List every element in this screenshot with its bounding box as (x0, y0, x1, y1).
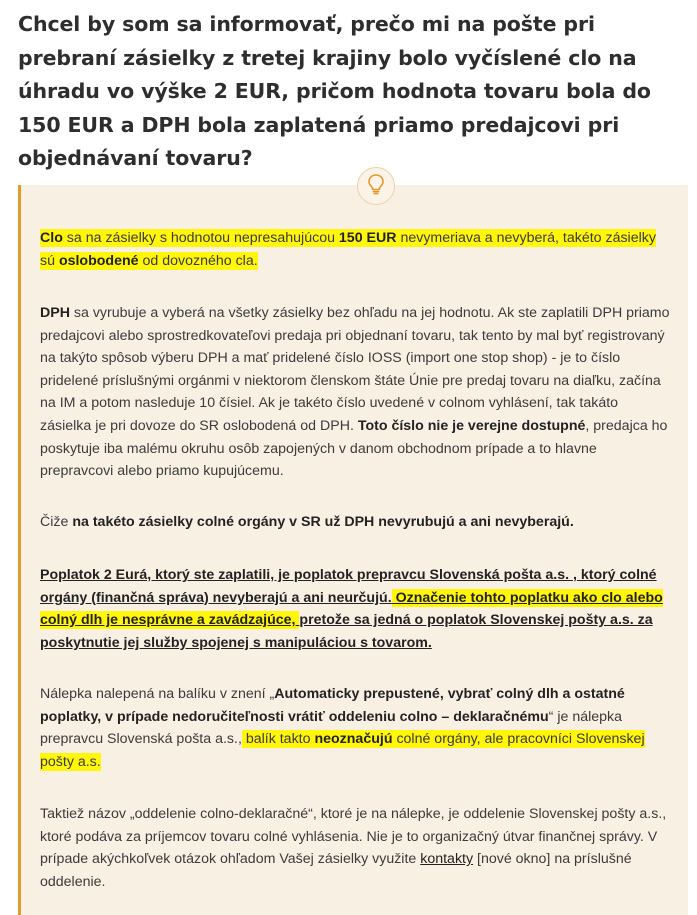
fee-reason: pretože sa jedná o poplatok Slovenskej pošty a.s. za poskytnutie jej služby spojenej s manipuláciou s tovarom. (40, 612, 653, 651)
highlight-clo: Clo sa na zásielky s hodnotou nepresahujúcou 150 EUR nevymeriava a nevyberá, takéto zásielky sú oslobodené od dovozného cla. (40, 230, 656, 269)
sticker-highlight: balík takto neoznačujú colné orgány, ale pracovníci Slovenskej pošty a.s. (40, 731, 645, 770)
amount-150-eur: 150 EUR (338, 230, 397, 246)
contacts-link[interactable]: kontakty (420, 851, 474, 868)
paragraph-summary: Čiže na takéto zásielky colné orgány v SR už DPH nevyrubujú a ani nevyberajú. (40, 514, 574, 530)
lightbulb-icon (366, 173, 386, 200)
question-heading: Chcel by som sa informovať, prečo mi na pošte pri prebraní zásielky z tretej krajiny bolo vyčíslené clo na úhradu vo výške 2 EUR, pričom hodnota tovaru bola do 150 EUR a DPH bola zaplatená priamo predajcovi pri objednávaní tovaru? (18, 12, 651, 170)
term-clo: Clo (40, 230, 63, 246)
lightbulb-badge (357, 167, 395, 205)
paragraph-sticker: Nálepka nalepená na balíku v znení „Automaticky prepustené, vybrať colný dlh a ostatné poplatky, v prípade nedoručiteľnosti vrátiť oddeleniu colno – deklaračnému“ je nálepka prepravcu Slovenská pošta a.s., balík takto neoznačujú colné orgány, ale pracovníci Slovenskej pošty a.s. (40, 686, 645, 770)
term-oslobodene: oslobodené (58, 252, 139, 269)
fee-statement: Poplatok 2 Eurá, ktorý ste zaplatili, je poplatok prepravcu Slovenská pošta a.s. , ktorý colné orgány (finančná správa) nevyberajú a ani neurčujú. (40, 567, 657, 606)
paragraph-clo (40, 227, 672, 272)
term-dph: DPH (40, 305, 70, 321)
paragraph-dph: DPH sa vyrubuje a vyberá na všetky zásielky bez ohľadu na jej hodnotu. Ak ste zaplatili DPH priamo predajcovi alebo sprostredkovateľovi predaja pri objednaní tovaru, tak tento by mal byť registrovaný na takýto spôsob výberu DPH a mať pridelené číslo IOSS (import one stop shop) - je to číslo pridelené príslušnými orgánmi v niektorom členskom štáte Únie pre predaj tovaru na diaľku, začína na IM a potom nasleduje 10 čísiel. Ak je takéto číslo uvedené v colnom vyhlásení, tak takáto zásielka je pri dovoze do SR oslobodená od DPH. Toto číslo nie je verejne dostupné, predajca ho poskytuje iba malému okruhu osôb zapojených v danom obchodnom prípade a to hlavne prepravcovi alebo priamo kupujúcemu. (40, 305, 670, 480)
ioss-not-public: Toto číslo nie je verejne dostupné (357, 417, 586, 434)
summary-bold: na takéto zásielky colné orgány v SR už DPH nevyrubujú a ani nevyberajú. (72, 514, 574, 530)
paragraph-fee (40, 564, 672, 654)
paragraph-department: Taktiež názov „oddelenie colno-deklaračné“, ktoré je na nálepke, je oddelenie Slovenskej pošty a.s., ktoré podáva za príjemcov tovaru colné vyhlásenia. Nie je to organizačný útvar finančnej správy. V prípade akýchkoľvek otázok ohľadom Vašej zásielky využite kontakty [nové okno] na príslušné oddelenie. (40, 806, 667, 890)
fee-misleading-highlight: Označenie tohto poplatku ako clo alebo colný dlh je nesprávne a zavádzajúce, (40, 589, 663, 629)
sticker-text: Automaticky prepustené, vybrať colný dlh a ostatné poplatky, v prípade nedoručiteľnosti vrátiť oddeleniu colno – deklaračnému (40, 686, 625, 725)
